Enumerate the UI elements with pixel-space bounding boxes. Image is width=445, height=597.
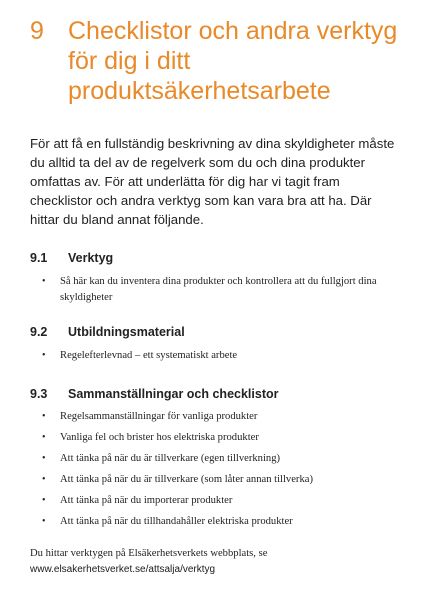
bullet-icon: •	[42, 495, 46, 506]
section-title: Verktyg	[68, 251, 114, 265]
section-list-sammanstallningar	[30, 409, 400, 530]
list-item	[30, 409, 400, 425]
list-item-text: Att tänka på när du tillhandahåller elektriska produkter	[60, 516, 293, 527]
chapter-number: 9	[30, 17, 44, 45]
bullet-icon: •	[42, 411, 46, 422]
section-number: 9.2	[30, 325, 48, 339]
list-item-text: Att tänka på när du är tillverkare (som låter annan tillverka)	[60, 474, 313, 485]
list-item	[30, 472, 400, 488]
list-item	[30, 514, 400, 530]
section-number: 9.1	[30, 251, 48, 265]
bullet-icon: •	[42, 350, 46, 361]
bullet-icon: •	[42, 432, 46, 443]
list-item	[30, 451, 400, 467]
section-title: Sammanställningar och checklistor	[68, 387, 279, 401]
website-link[interactable]: www.elsakerhetsverket.se/attsalja/verktyg	[30, 563, 216, 575]
chapter-title: Checklistor och andra verktyg för dig i ditt produktsäkerhetsarbete	[68, 17, 398, 105]
list-item-text: Att tänka på när du importerar produkter	[60, 495, 233, 506]
list-item-text: Vanliga fel och brister hos elektriska produkter	[60, 432, 259, 443]
footer-note	[30, 546, 410, 577]
list-item	[30, 274, 400, 305]
footer-text: Du hittar verktygen på Elsäkerhetsverkets webbplats, se	[30, 548, 268, 559]
bullet-icon: •	[42, 453, 46, 464]
list-item-text: Regelefterlevnad – ett systematiskt arbete	[60, 350, 238, 361]
bullet-icon: •	[42, 276, 46, 287]
list-item-text: Regelsammanställningar för vanliga produkter	[60, 411, 258, 422]
list-item-text: Att tänka på när du är tillverkare (egen tillverkning)	[60, 453, 281, 464]
list-item	[30, 430, 400, 446]
bullet-icon: •	[42, 516, 46, 527]
section-list-verktyg	[30, 274, 400, 305]
list-item	[30, 348, 400, 364]
section-list-utbildningsmaterial	[30, 348, 400, 364]
section-number: 9.3	[30, 387, 48, 401]
list-item	[30, 493, 400, 509]
bullet-icon: •	[42, 474, 46, 485]
section-title: Utbildningsmaterial	[68, 325, 185, 339]
list-item-text: Så här kan du inventera dina produkter och kontrollera att du fullgjort dina skyldigheter	[60, 276, 377, 303]
intro-paragraph: För att få en fullständig beskrivning av dina skyldigheter måste du alltid ta del av de regelverk som du och dina produkter omfattas av. För att underlätta för dig har vi tagit fram checklistor och andra verktyg som kan vara bra att ha. Där hittar du bland annat följande.	[30, 136, 395, 227]
